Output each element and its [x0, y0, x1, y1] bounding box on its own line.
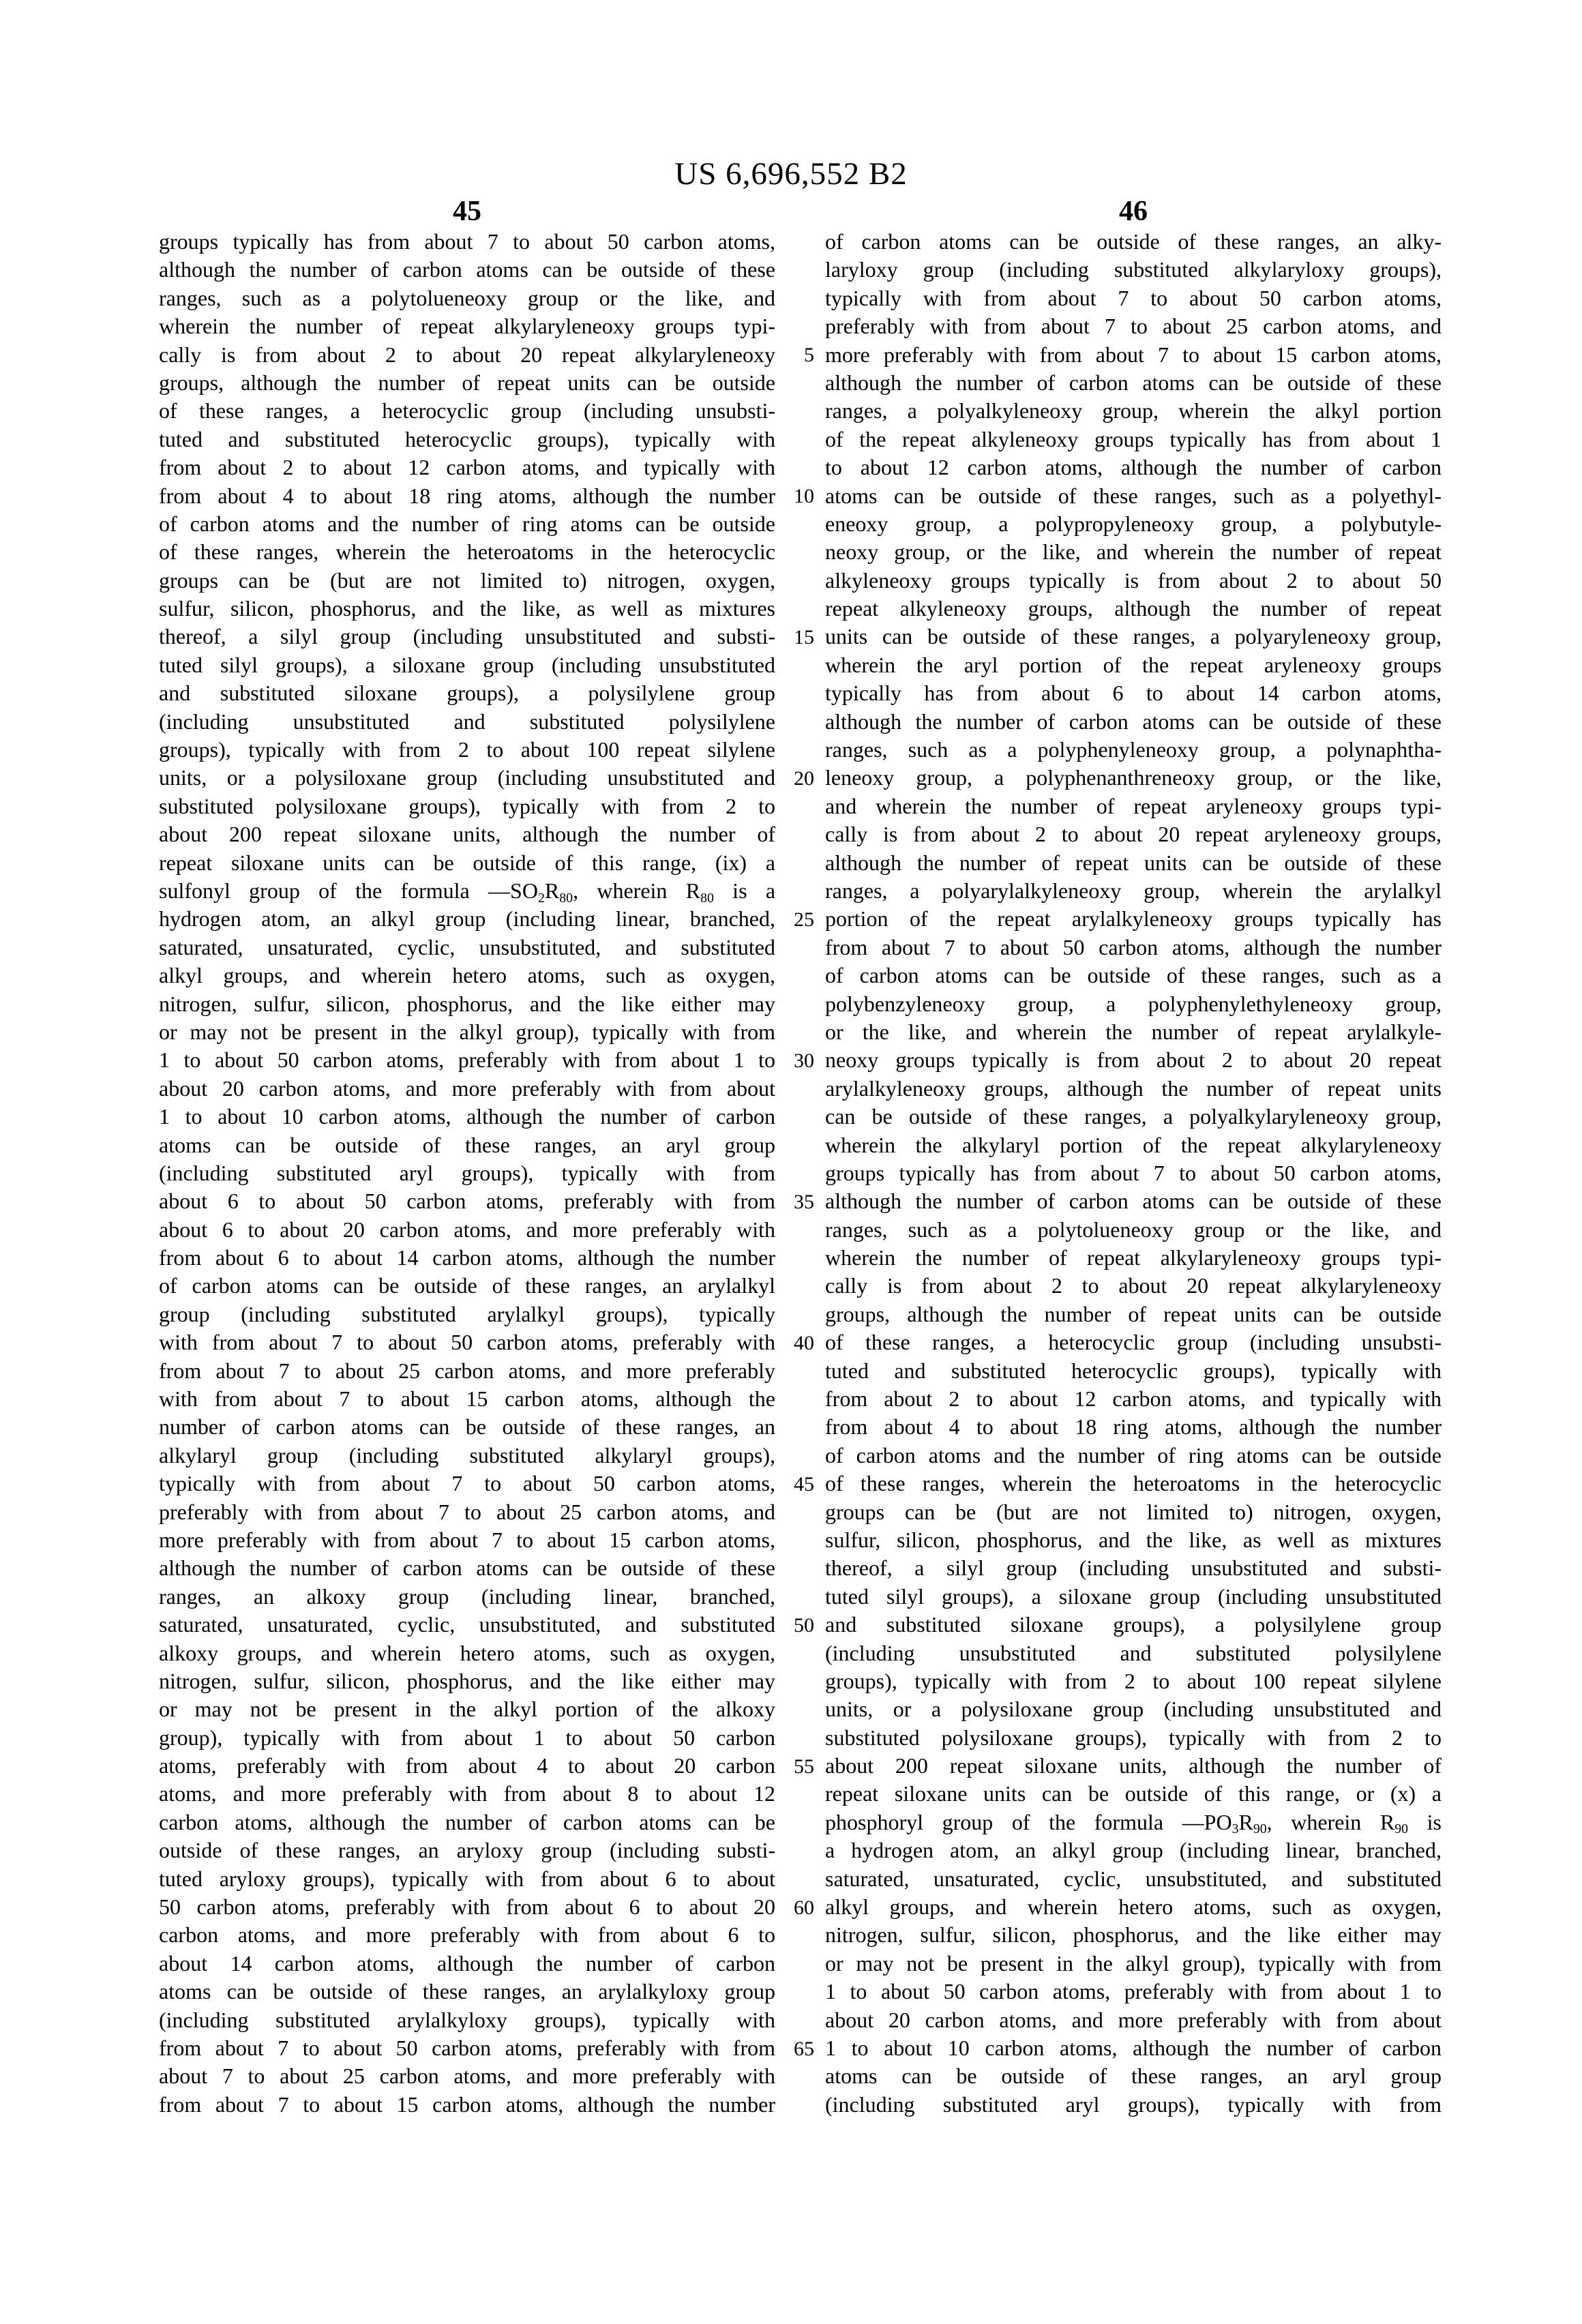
text-line: from about 2 to about 12 carbon atoms, and typically with: [159, 455, 775, 480]
text-line: although the number of carbon atoms can be outside of these: [159, 1555, 775, 1581]
text-line: ranges, a polyalkyleneoxy group, wherein the alkyl portion: [825, 398, 1442, 423]
text-line: of the repeat alkyleneoxy groups typically has from about 1: [825, 426, 1442, 451]
text-line: groups typically has from about 7 to about 50 carbon atoms,: [825, 1160, 1442, 1185]
text-line: 1 to about 50 carbon atoms, preferably with from about 1 to: [825, 1979, 1442, 2004]
text-line: of carbon atoms can be outside of these ranges, an arylalkyl: [159, 1273, 775, 1298]
text-line: laryloxy group (including substituted alkylaryloxy groups),: [825, 257, 1442, 282]
line-number: 35: [794, 1190, 814, 1213]
text-line: wherein the number of repeat alkylaryleneoxy groups typi-: [159, 314, 775, 339]
line-number: 65: [794, 2037, 814, 2060]
text-line: of carbon atoms can be outside of these ranges, such as a: [825, 963, 1442, 988]
text-line: nitrogen, sulfur, silicon, phosphorus, and the like either may: [159, 991, 775, 1016]
text-line: (including unsubstituted and substituted polysilylene: [159, 709, 775, 734]
text-line: atoms can be outside of these ranges, an aryl group: [159, 1132, 775, 1157]
text-line: units, or a polysiloxane group (including unsubstituted and: [159, 765, 775, 790]
text-line: of carbon atoms and the number of ring atoms can be outside: [159, 511, 775, 536]
text-line: 50 carbon atoms, preferably with from about 6 to about 20: [159, 1894, 775, 1920]
text-line: cally is from about 2 to about 20 repeat alkylaryleneoxy: [825, 1273, 1442, 1298]
text-line: from about 7 to about 50 carbon atoms, although the number: [825, 934, 1442, 959]
text-line: (including unsubstituted and substituted polysilylene: [825, 1640, 1442, 1665]
text-line: although the number of carbon atoms can be outside of these: [825, 1189, 1442, 1214]
text-line: about 200 repeat siloxane units, although the number of: [159, 822, 775, 847]
text-line: more preferably with from about 7 to about 15 carbon atoms,: [825, 342, 1442, 367]
text-line: wherein the alkylaryl portion of the repeat alkylaryleneoxy: [825, 1132, 1442, 1157]
text-line: substituted polysiloxane groups), typically with from 2 to: [159, 793, 775, 818]
text-line: tuted and substituted heterocyclic groups), typically with: [825, 1358, 1442, 1383]
text-line: ranges, such as a polytolueneoxy group or the like, and: [159, 285, 775, 310]
text-line: from about 4 to about 18 ring atoms, although the number: [825, 1414, 1442, 1440]
text-line: typically with from about 7 to about 50 carbon atoms,: [159, 1471, 775, 1496]
text-line: can be outside of these ranges, a polyalkylaryleneoxy group,: [825, 1104, 1442, 1129]
text-line: carbon atoms, and more preferably with from about 6 to: [159, 1922, 775, 1948]
text-line: typically with from about 7 to about 50 carbon atoms,: [825, 285, 1442, 310]
text-line: eneoxy group, a polypropyleneoxy group, a polybutyle-: [825, 511, 1442, 536]
text-line: alkyl groups, and wherein hetero atoms, such as oxygen,: [159, 963, 775, 988]
text-line: although the number of carbon atoms can be outside of these: [825, 709, 1442, 734]
text-line: hydrogen atom, an alkyl group (including linear, branched,: [159, 906, 775, 932]
text-line: about 7 to about 25 carbon atoms, and more preferably with: [159, 2064, 775, 2089]
text-line: alkoxy groups, and wherein hetero atoms, such as oxygen,: [159, 1640, 775, 1665]
text-line: from about 7 to about 50 carbon atoms, preferably with from: [159, 2036, 775, 2060]
text-line: of carbon atoms and the number of ring atoms can be outside: [825, 1442, 1442, 1468]
text-line: 1 to about 50 carbon atoms, preferably with from about 1 to: [159, 1047, 775, 1073]
line-number: 60: [794, 1896, 814, 1919]
text-line: cally is from about 2 to about 20 repeat alkylaryleneoxy: [159, 342, 775, 367]
text-line: from about 6 to about 14 carbon atoms, although the number: [159, 1245, 775, 1270]
line-number: 5: [804, 343, 814, 366]
text-line: atoms, preferably with from about 4 to about 20 carbon: [159, 1753, 775, 1778]
text-line: saturated, unsaturated, cyclic, unsubstituted, and substituted: [159, 934, 775, 959]
text-line: neoxy group, or the like, and wherein the number of repeat: [825, 539, 1442, 565]
text-line: ranges, an alkoxy group (including linear, branched,: [159, 1583, 775, 1609]
text-line: saturated, unsaturated, cyclic, unsubstituted, and substituted: [825, 1866, 1442, 1891]
text-line: neoxy groups typically is from about 2 to about 20 repeat: [825, 1047, 1442, 1073]
text-line: typically has from about 6 to about 14 carbon atoms,: [825, 681, 1442, 706]
line-number: 25: [794, 908, 814, 931]
text-line: groups can be (but are not limited to) nitrogen, oxygen,: [825, 1499, 1442, 1524]
text-line: atoms can be outside of these ranges, such as a polyethyl-: [825, 483, 1442, 508]
text-line: or the like, and wherein the number of repeat arylalkyle-: [825, 1019, 1442, 1044]
right-column: [825, 228, 1442, 2119]
text-line: phosphoryl group of the formula $—PO_3R_{90}$, wherein $R_{90}$ is: [825, 1809, 1442, 1837]
text-line: although the number of repeat units can be outside of these: [825, 850, 1442, 875]
text-line: thereof, a silyl group (including unsubstituted and substi-: [825, 1555, 1442, 1581]
text-line: portion of the repeat arylalkyleneoxy groups typically has: [825, 906, 1442, 932]
line-number: 50: [794, 1613, 814, 1637]
text-line: and substituted siloxane groups), a polysilylene group: [159, 681, 775, 706]
text-line: groups, although the number of repeat units can be outside: [159, 370, 775, 395]
text-line: leneoxy group, a polyphenanthreneoxy group, or the like,: [825, 765, 1442, 790]
left-column: [159, 228, 775, 2119]
text-line: carbon atoms, although the number of carbon atoms can be: [159, 1809, 775, 1834]
line-number-gutter: [771, 228, 814, 2137]
line-number: 40: [794, 1331, 814, 1354]
text-line: about 6 to about 20 carbon atoms, and more preferably with: [159, 1217, 775, 1242]
text-line: tuted silyl groups), a siloxane group (including unsubstituted: [159, 652, 775, 677]
text-line: sulfur, silicon, phosphorus, and the like, as well as mixtures: [159, 596, 775, 621]
text-line: with from about 7 to about 50 carbon atoms, preferably with: [159, 1330, 775, 1355]
text-line: about 200 repeat siloxane units, although the number of: [825, 1753, 1442, 1778]
text-line: units can be outside of these ranges, a polyaryleneoxy group,: [825, 624, 1442, 649]
text-line: thereof, a silyl group (including unsubstituted and substi-: [159, 624, 775, 649]
text-line: repeat siloxane units can be outside of this range, (ix) a: [159, 850, 775, 875]
text-line: sulfur, silicon, phosphorus, and the like, as well as mixtures: [825, 1527, 1442, 1552]
text-line: sulfonyl group of the formula $—SO_2R_{80}$, wherein $R_{80}$ is a: [159, 878, 775, 906]
text-line: repeat siloxane units can be outside of this range, or (x) a: [825, 1781, 1442, 1806]
text-line: outside of these ranges, an aryloxy group (including substi-: [159, 1838, 775, 1863]
text-line: atoms can be outside of these ranges, an aryl group: [825, 2064, 1442, 2089]
text-line: from about 2 to about 12 carbon atoms, and typically with: [825, 1386, 1442, 1412]
line-number: 15: [794, 625, 814, 649]
text-line: repeat alkyleneoxy groups, although the number of repeat: [825, 596, 1442, 621]
text-line: atoms can be outside of these ranges, an arylalkyloxy group: [159, 1979, 775, 2004]
text-line: although the number of carbon atoms can be outside of these: [159, 257, 775, 282]
text-line: groups can be (but are not limited to) nitrogen, oxygen,: [159, 567, 775, 593]
text-line: cally is from about 2 to about 20 repeat aryleneoxy groups,: [825, 822, 1442, 847]
text-line: 1 to about 10 carbon atoms, although the number of carbon: [159, 1104, 775, 1129]
text-line: units, or a polysiloxane group (including unsubstituted and: [825, 1697, 1442, 1722]
text-line: ranges, such as a polytolueneoxy group or the like, and: [825, 1217, 1442, 1242]
text-line: of these ranges, a heterocyclic group (including unsubsti-: [159, 398, 775, 423]
text-line: ranges, a polyarylalkyleneoxy group, wherein the arylalkyl: [825, 878, 1442, 903]
line-number: 55: [794, 1755, 814, 1778]
text-line: of these ranges, a heterocyclic group (including unsubsti-: [825, 1330, 1442, 1355]
text-line: tuted aryloxy groups), typically with from about 6 to about: [159, 1866, 775, 1891]
line-number: 30: [794, 1049, 814, 1072]
text-line: group (including substituted arylalkyl groups), typically: [159, 1301, 775, 1326]
patent-number: US 6,696,552 B2: [674, 156, 908, 192]
text-line: and wherein the number of repeat aryleneoxy groups typi-: [825, 793, 1442, 818]
text-line: although the number of carbon atoms can be outside of these: [825, 370, 1442, 395]
text-line: nitrogen, sulfur, silicon, phosphorus, and the like either may: [159, 1668, 775, 1693]
text-line: from about 7 to about 25 carbon atoms, and more preferably: [159, 1358, 775, 1383]
text-line: ranges, such as a polyphenyleneoxy group, a polynaphtha-: [825, 737, 1442, 762]
text-line: groups, although the number of repeat units can be outside: [825, 1301, 1442, 1326]
text-line: groups), typically with from 2 to about 100 repeat silylene: [825, 1668, 1442, 1693]
text-line: tuted and substituted heterocyclic groups), typically with: [159, 426, 775, 451]
text-line: arylalkyleneoxy groups, although the number of repeat units: [825, 1075, 1442, 1101]
text-line: saturated, unsaturated, cyclic, unsubstituted, and substituted: [159, 1612, 775, 1637]
text-line: or may not be present in the alkyl group), typically with from: [159, 1019, 775, 1044]
text-line: and substituted siloxane groups), a polysilylene group: [825, 1612, 1442, 1637]
left-column-number: 45: [453, 196, 481, 227]
right-column-number: 46: [1119, 196, 1148, 227]
line-number: 45: [794, 1472, 814, 1495]
text-line: 1 to about 10 carbon atoms, although the number of carbon: [825, 2036, 1442, 2060]
text-line: alkyleneoxy groups typically is from about 2 to about 50: [825, 567, 1442, 593]
text-line: preferably with from about 7 to about 25 carbon atoms, and: [159, 1499, 775, 1524]
text-line: more preferably with from about 7 to about 15 carbon atoms,: [159, 1527, 775, 1552]
line-number: 20: [794, 766, 814, 790]
text-line: (including substituted aryl groups), typically with from: [825, 2091, 1442, 2117]
text-line: number of carbon atoms can be outside of these ranges, an: [159, 1414, 775, 1440]
text-line: groups), typically with from 2 to about 100 repeat silylene: [159, 737, 775, 762]
text-line: to about 12 carbon atoms, although the number of carbon: [825, 455, 1442, 480]
text-line: substituted polysiloxane groups), typically with from 2 to: [825, 1725, 1442, 1750]
text-line: of these ranges, wherein the heteroatoms in the heterocyclic: [825, 1471, 1442, 1496]
text-line: tuted silyl groups), a siloxane group (including unsubstituted: [825, 1583, 1442, 1609]
text-line: group), typically with from about 1 to about 50 carbon: [159, 1725, 775, 1750]
text-line: or may not be present in the alkyl portion of the alkoxy: [159, 1697, 775, 1722]
text-line: or may not be present in the alkyl group), typically with from: [825, 1950, 1442, 1976]
text-line: from about 7 to about 15 carbon atoms, although the number: [159, 2091, 775, 2117]
text-line: nitrogen, sulfur, silicon, phosphorus, and the like either may: [825, 1922, 1442, 1948]
text-line: groups typically has from about 7 to about 50 carbon atoms,: [159, 229, 775, 254]
text-line: about 20 carbon atoms, and more preferably with from about: [825, 2007, 1442, 2032]
text-line: about 14 carbon atoms, although the number of carbon: [159, 1950, 775, 1976]
text-line: from about 4 to about 18 ring atoms, although the number: [159, 483, 775, 508]
text-line: a hydrogen atom, an alkyl group (including linear, branched,: [825, 1838, 1442, 1863]
line-number: 10: [794, 484, 814, 507]
text-line: about 6 to about 50 carbon atoms, preferably with from: [159, 1189, 775, 1214]
text-line: about 20 carbon atoms, and more preferably with from about: [159, 1075, 775, 1101]
text-line: wherein the aryl portion of the repeat aryleneoxy groups: [825, 652, 1442, 677]
text-line: atoms, and more preferably with from about 8 to about 12: [159, 1781, 775, 1806]
text-line: with from about 7 to about 15 carbon atoms, although the: [159, 1386, 775, 1412]
text-line: (including substituted arylalkyloxy groups), typically with: [159, 2007, 775, 2032]
text-line: polybenzyleneoxy group, a polyphenylethyleneoxy group,: [825, 991, 1442, 1016]
text-line: of carbon atoms can be outside of these ranges, an alky-: [825, 229, 1442, 254]
text-line: of these ranges, wherein the heteroatoms in the heterocyclic: [159, 539, 775, 565]
text-line: alkyl groups, and wherein hetero atoms, such as oxygen,: [825, 1894, 1442, 1920]
text-line: wherein the number of repeat alkylaryleneoxy groups typi-: [825, 1245, 1442, 1270]
text-line: alkylaryl group (including substituted alkylaryl groups),: [159, 1442, 775, 1468]
text-line: (including substituted aryl groups), typically with from: [159, 1160, 775, 1185]
text-line: preferably with from about 7 to about 25 carbon atoms, and: [825, 314, 1442, 339]
